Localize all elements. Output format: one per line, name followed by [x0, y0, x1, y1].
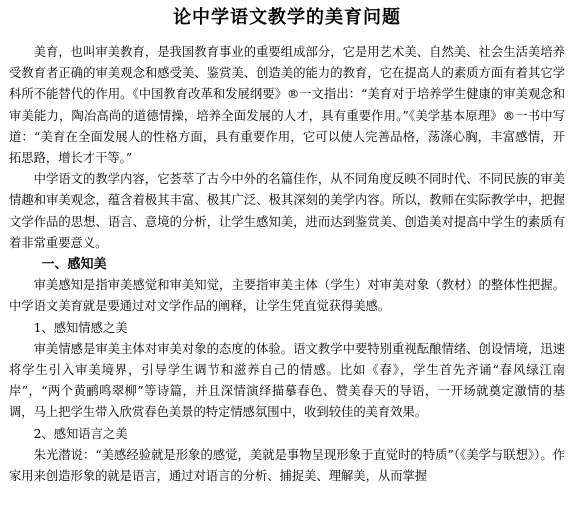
- subheading-language-beauty: 2、感知语言之美: [33, 426, 128, 441]
- paragraph-language-beauty: 朱光潜说：“美感经验就是形象的感觉，美就是事物呈现形象于直觉时的特质”（《美学与联想》）。作家用来创造形象的就是语言，通过对语言的分析、捕捉美、理解美，从而掌握: [9, 447, 565, 484]
- paragraph-content: 中学语文的教学内容，它荟萃了古今中外的名篇佳作，从不同角度反映不同时代、不同民族的审美情趣和审美观念，蕴含着极其丰富、极其广泛、极其深刻的美学内容。所以，教师在实际教学中，把握文学作品的思想、语言、意境的分析，让学生感知美，进而达到鉴赏美、创造美对提高中学生的素质有着非常重要意义。: [9, 172, 565, 250]
- subheading-emotional-beauty: 1、感知情感之美: [33, 320, 128, 335]
- article-title: 论中学语文教学的美育问题: [173, 7, 401, 28]
- section-intro-paragraph: 审美感知是指审美感觉和审美知觉，主要指审美主体（学生）对审美对象（教材）的整体性把握。中学语文美育就是要通过对文学作品的阐释，让学生凭直觉获得美感。: [9, 278, 565, 314]
- section-heading-perceive-beauty: 一、感知美: [41, 257, 107, 273]
- paragraph-intro: 美育，也叫审美教育，是我国教育事业的重要组成部分，它是用艺术美、自然美、社会生活美培养受教育者正确的审美观念和感受美、鉴赏美、创造美的能力的教育，它在提高人的素质方面有着其它学科所不能替代的作用。《中国教育改革和发展纲要》®一文指出：“美育对于培养学生健康的审美观念和审美能力，陶冶高尚的道德情操，培养全面发展的人才，具有重要作用。”《美学基本原理》®一书中写道：“美育在全面发展人的性格方面，具有重要作用，它可以使人完善品格，荡涤心胸，丰富感情，开拓思路，增长才干等。”: [9, 45, 565, 166]
- paragraph-emotional-beauty: 审美情感是审美主体对审美对象的态度的体验。语文教学中要特别重视酝酿情绪、创设情境，迅速将学生引入审美境界，引导学生调节和滋养自己的情感。比如《春》，学生首先齐诵“春风绿江南岸”，“两个黄鹂鸣翠柳”等诗篇，并且深情演绎描摹春色、赞美春天的导语，一开场就奠定激情的基调，马上把学生带入欣赏春色美景的特定情感氛围中，收到较佳的美育效果。: [9, 341, 565, 420]
